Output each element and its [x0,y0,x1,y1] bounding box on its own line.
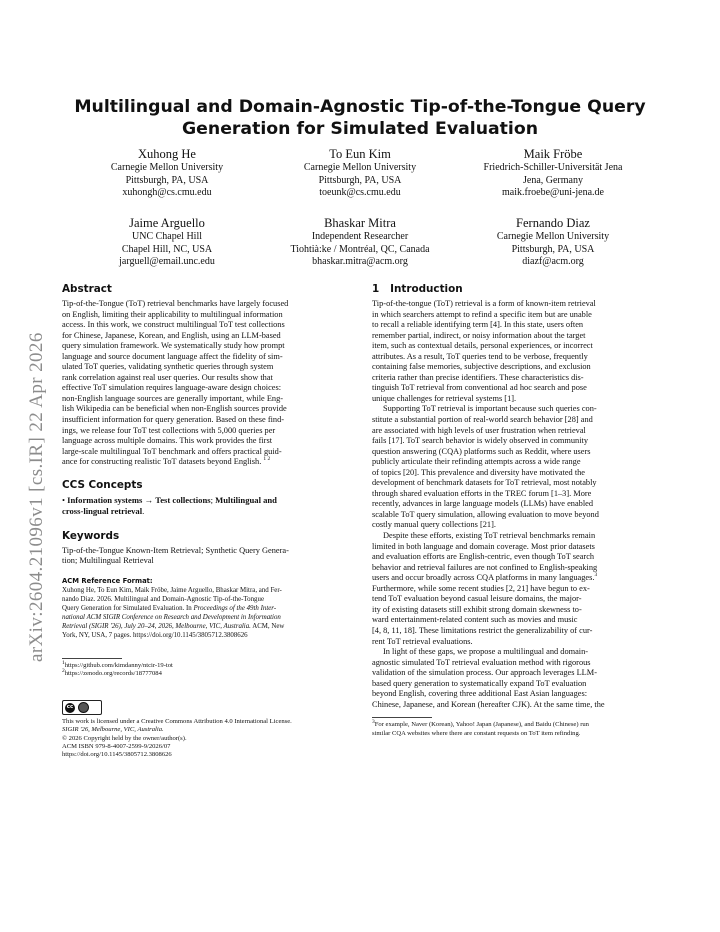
author-email[interactable]: diazf@acm.org [522,256,584,267]
keywords-heading: Keywords [62,529,120,542]
keywords-text: Tip-of-the-Tongue Known-Item Retrieval; Synthetic Query Genera- tion; Multilingual Retrieval [62,545,289,566]
arxiv-stamp-text: arXiv:2604.21096v1 [cs.IR] 22 Apr 2026 [26,332,47,662]
author-email[interactable]: jarguell@email.unc.edu [119,256,215,267]
author-location: Tiohtià:ke / Montréal, QC, Canada [290,243,430,255]
author-affiliation: UNC Chapel Hill [132,231,202,242]
doi-link[interactable]: York, NY, USA, 7 pages. https://doi.org/10.1145/3805712.3808626 [62,631,248,639]
right-column [372,283,658,738]
arxiv-stamp [14,262,52,662]
abstract-text: Tip-of-the-Tongue (ToT) retrieval benchmarks have largely focused on English, limiting their applicability to multilingual information access. In this work, we construct multilingual ToT test collections for Chinese, Japanese, Korean, and English, using an LLM-based query simulation framework. We systematically study how prompt language and source document language affect the fidelity of sim- ulated ToT queries, validating synthetic queries through system rank correlation against real user queries. Our results show that effective ToT simulation requires language-aware design choices: non-English language sources are generally important, while Eng- lish Wikipedia can be beneficial when non-English sources provide insufficient information for query generation. Based on these find- ings, we release four ToT test collections with 5,000 queries per language across multiple domains. This work provides the first large-scale multilingual ToT benchmark and offers practical guid- ance for constructing realistic ToT datasets beyond English. $^{1 2}$ [62,299,289,467]
author-block [255,146,465,200]
by-person-icon [78,702,89,713]
footnote-1[interactable]: $^1$https://github.com/kimdanny/ntcir-19-tot [62,659,173,669]
author-location: Pittsburgh, PA, USA [125,174,209,186]
author-name: Maik Fröbe [523,147,583,161]
author-affiliation: Carnegie Mellon University [110,162,224,173]
author-affiliation: Carnegie Mellon University [303,162,417,173]
author-name: Xuhong He [138,147,196,161]
author-block [255,215,465,269]
author-affiliation: Independent Researcher [311,231,409,242]
cc-icon: cc [65,703,75,713]
author-block [448,146,658,200]
footnote-2[interactable]: $^2$https://zenodo.org/records/18777084 [62,667,162,678]
author-location: Chapel Hill, NC, USA [121,243,213,255]
title-line-1: Multilingual and Domain-Agnostic Tip-of-the-Tongue Query [74,97,646,117]
footnote-marks: 1 2 [263,456,271,463]
abstract-heading: Abstract [62,283,112,295]
introduction-heading: 1 Introduction [372,283,463,295]
author-block [62,215,272,269]
author-affiliation: Carnegie Mellon University [496,231,610,242]
author-location: Jena, Germany [523,174,583,186]
left-footnotes [62,659,348,678]
intro-paragraph-3: Despite these efforts, existing ToT retrieval benchmarks remain limited in both language and domain coverage. Most prior datasets and evaluation efforts are English-centric, even though ToT search behavior and retrieval failures are not confined to English-speaking users and occur broadly across CQA platforms in many languages.$^3$ Furthermore, while some recent studies [2, 21] have begun to ex- tend ToT evaluation beyond casual leisure domains, the major- ity of existing datasets still exhibit strong domain skewness to- ward entertainment-related content such as movies and music [4, 8, 11, 18]. These limitations restrict the generalizability of cur- rent ToT retrieval evaluations. [372,531,598,646]
ccs-heading: CCS Concepts [62,478,143,491]
license-doi-link[interactable]: https://doi.org/10.1145/3805712.3808626 [62,751,172,759]
paper-title [60,96,660,140]
author-name: Fernando Diaz [516,216,590,230]
author-email[interactable]: maik.froebe@uni-jena.de [502,187,604,198]
author-email[interactable]: toeunk@cs.cmu.edu [319,187,401,198]
author-name: Bhaskar Mitra [324,216,396,230]
author-email[interactable]: xuhongh@cs.cmu.edu [122,187,212,198]
ccs-concepts: • Information systems → Test collections; Multilingual and cross-lingual retrieval. [62,494,277,516]
author-name: Jaime Arguello [129,216,205,230]
author-affiliation: Friedrich-Schiller-Universität Jena [483,162,623,173]
author-block [448,215,658,269]
acm-reference-format: ACM Reference Format: Xuhong He, To Eun Kim, Maik Fröbe, Jaime Arguello, Bhaskar Mitra, and Fer- nando Diaz. 2026. Multilingual and Domain-Agnostic Tip-of-the-Tongue Query Generation for Simulated Evaluation. In Proceedings of the 49th Inter- national ACM SIGIR Conference on Research and Development in Information Retrieval (SIGIR '26), July 20–24, 2026, Melbourne, VIC, Australia. ACM, New York, NY, USA, 7 pages. https://doi.org/10.1145/3805712.3808626 [62,577,348,640]
author-location: Pittsburgh, PA, USA [318,174,402,186]
intro-paragraph-4: In light of these gaps, we propose a multilingual and domain- agnostic simulated ToT retrieval evaluation method with rigorous validation of the simulation process. Our approach leverages LLM- based query generation to systematically expand ToT evaluation beyond English, covering three additional East Asian languages: Chinese, Japanese, and Korean (hereafter CJK). At the same time, the [372,647,605,709]
intro-paragraph-1: Tip-of-the-tongue (ToT) retrieval is a form of known-item retrieval in which searchers attempt to refind a specific item but are unable to recall a reliable identifying term [4]. In this state, users often remember partial, indirect, or noisy information about the target item, such as contextual details, personal experiences, or incorrect attributes. As a result, ToT queries tend to be verbose, frequently containing false memories, subjective descriptions, and exclusion criteria rather than precise identifiers. These characteristics dis- tinguish ToT retrieval from conventional ad hoc search and pose unique challenges for retrieval systems [1]. [372,299,596,403]
author-email[interactable]: bhaskar.mitra@acm.org [312,256,408,267]
title-line-2: Generation for Simulated Evaluation [181,119,539,139]
intro-paragraph-2: Supporting ToT retrieval is important because such queries con- stitute a substantial portion of real-world search behavior [28] and are associated with high levels of user frustration when retrieval fails [17]. ToT search behavior is widely observed in community question answering (CQA) platforms such as Reddit, where users publicly articulate their refinding attempts across a wide range of topics [20]. This prevalence and diversity have motivated the development of benchmark datasets for ToT retrieval, most notably through shared evaluation efforts in the TREC forum [1–3]. More recently, advances in large language models (LLMs) have enabled scalable ToT query simulation, allowing evaluation to move beyond costly manual query collections [21]. [372,404,599,530]
author-location: Pittsburgh, PA, USA [511,243,595,255]
author-block [62,146,272,200]
right-footnote: $^3$For example, Naver (Korean), Yahoo! Japan (Japanese), and Baidu (Chinese) run similar CQA websites where there are constant requests on ToT item refinding. [372,719,589,737]
left-column [62,283,348,759]
footnote-mark-3: 3 [594,572,598,579]
cc-by-license-icon[interactable] [62,700,102,715]
author-name: To Eun Kim [329,147,391,161]
license-block: This work is licensed under a Creative Commons Attribution 4.0 International License. SIGIR '26, Melbourne, VIC, Australia. © 2026 Copyright held by the owner/author(s). ACM ISBN 979-8-4007-2599-9/2026/07 https://doi.org/10.1145/3805712.3808626 [62,718,348,759]
